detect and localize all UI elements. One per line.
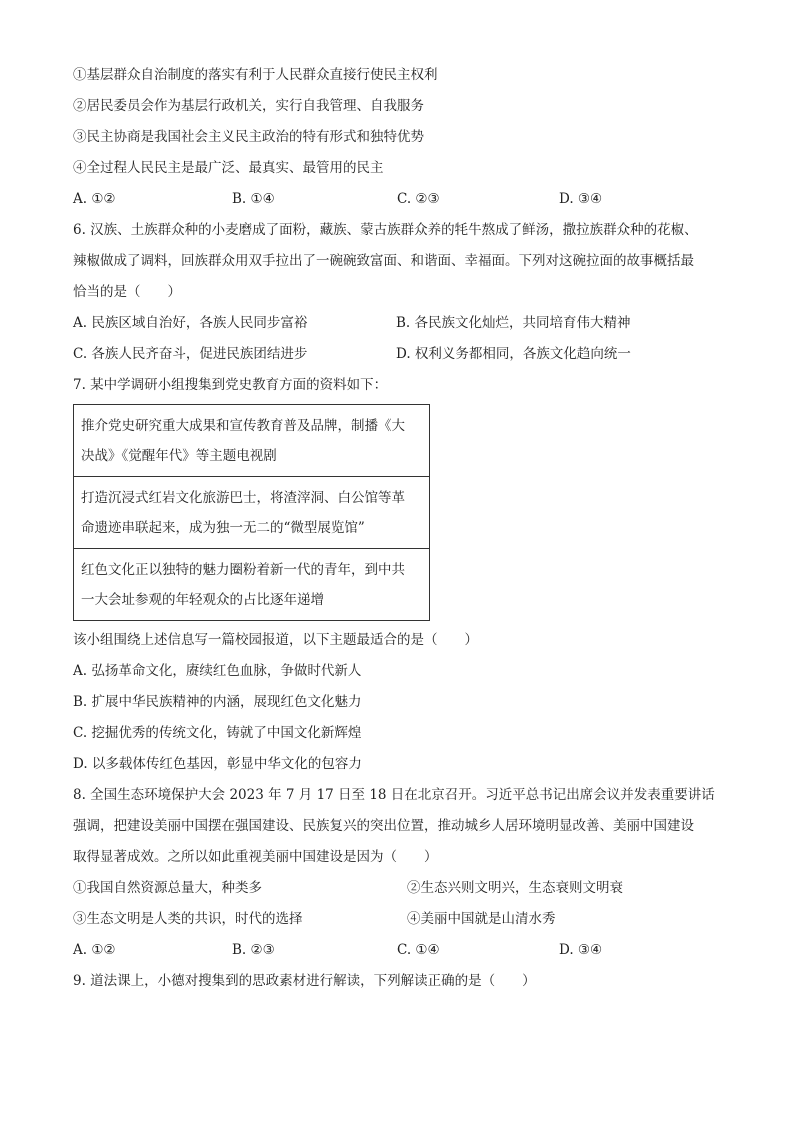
q8-option-b[interactable]: B. ②③ [232,942,275,958]
q7-option-c[interactable]: C. 挖掘优秀的传统文化，铸就了中国文化新辉煌 [73,725,362,741]
q8-option-a[interactable]: A. ①② [73,942,116,958]
table-row [74,477,430,549]
q5-statement-1: ①基层群众自治制度的落实有利于人民群众直接行使民主权利 [73,67,438,83]
q6-option-d[interactable]: D. 权利义务都相同，各族文化趋向统一 [396,346,631,362]
q6-options-row-2 [73,339,733,370]
q6-stem-line-3: 恰当的是（ ） [73,284,181,300]
q7-row2-line1: 打造沉浸式红岩文化旅游巴士，将渣滓洞、白公馆等革 [81,490,405,506]
q5-statement-4: ④全过程人民民主是最广泛、最真实、最管用的民主 [73,160,384,176]
q8-statements-row-1 [73,873,733,904]
q8-statement-2: ②生态兴则文明兴，生态衰则文明衰 [407,880,623,896]
q7-row1-line2: 决战》《觉醒年代》等主题电视剧 [81,448,277,464]
table-row [74,405,430,477]
q7-option-a[interactable]: A. 弘扬革命文化，赓续红色血脉，争做时代新人 [73,663,362,679]
q6-option-a[interactable]: A. 民族区域自治好，各族人民同步富裕 [73,315,308,331]
q7-row3-line2: 一大会址参观的年轻观众的占比逐年递增 [81,592,324,608]
q9-stem: 9. 道法课上，小德对搜集到的思政素材进行解读，下列解读正确的是（ ） [73,973,536,989]
q8-statement-1: ①我国自然资源总量大，种类多 [73,880,262,896]
q7-row3-line1: 红色文化正以独特的魅力圈粉着新一代的青年，到中共 [81,562,405,578]
q7-question: 该小组围绕上述信息写一篇校园报道，以下主题最适合的是（ ） [73,632,478,648]
q5-statement-2: ②居民委员会作为基层行政机关，实行自我管理、自我服务 [73,98,424,114]
exam-page [73,60,733,997]
q5-option-c[interactable]: C. ②③ [397,191,440,207]
table-cell [74,405,430,477]
q8-stem-line-2: 强调，把建设美丽中国摆在强国建设、民族复兴的突出位置，推动城乡人居环境明显改善、美丽中国建设 [73,818,694,834]
q6-options-row-1 [73,308,733,339]
table-cell [74,549,430,621]
q7-row1-line1: 推介党史研究重大成果和宣传教育普及品牌，制播《大 [81,418,405,434]
q6-option-b[interactable]: B. 各民族文化灿烂，共同培育伟大精神 [396,315,631,331]
q8-options [73,935,733,966]
q8-statement-4: ④美丽中国就是山清水秀 [407,911,556,927]
q8-statements-row-2 [73,904,733,935]
q7-option-b[interactable]: B. 扩展中华民族精神的内涵，展现红色文化魅力 [73,694,362,710]
q8-option-d[interactable]: D. ③④ [559,942,603,958]
q5-option-b[interactable]: B. ①④ [232,191,275,207]
q7-row2-line2: 命遗迹串联起来，成为独一无二的“微型展览馆” [81,520,365,536]
q7-stem: 7. 某中学调研小组搜集到党史教育方面的资料如下： [73,377,388,393]
q5-statement-3: ③民主协商是我国社会主义民主政治的特有形式和独特优势 [73,129,424,145]
q6-option-c[interactable]: C. 各族人民齐奋斗，促进民族团结进步 [73,346,308,362]
q7-option-d[interactable]: D. 以多载体传红色基因，彰显中华文化的包容力 [73,756,362,772]
table-row [74,549,430,621]
q6-stem-line-1: 6. 汉族、土族群众种的小麦磨成了面粉，藏族、蒙古族群众养的牦牛熬成了鲜汤，撒拉族群众种的花椒、 [73,222,698,238]
table-cell [74,477,430,549]
q8-stem-line-3: 取得显著成效。之所以如此重视美丽中国建设是因为（ ） [73,849,438,865]
q5-option-d[interactable]: D. ③④ [559,191,603,207]
q7-material-table [73,404,430,621]
q8-statement-3: ③生态文明是人类的共识，时代的选择 [73,911,303,927]
q5-option-a[interactable]: A. ①② [73,191,116,207]
q5-options [73,184,733,215]
q8-option-c[interactable]: C. ①④ [397,942,440,958]
q8-stem-line-1: 8. 全国生态环境保护大会 2023 年 7 月 17 日至 18 日在北京召开。习近平总书记出席会议并发表重要讲话 [73,787,715,803]
q6-stem-line-2: 辣椒做成了调料，回族群众用双手拉出了一碗碗致富面、和谐面、幸福面。下列对这碗拉面的故事概括最 [73,253,694,269]
